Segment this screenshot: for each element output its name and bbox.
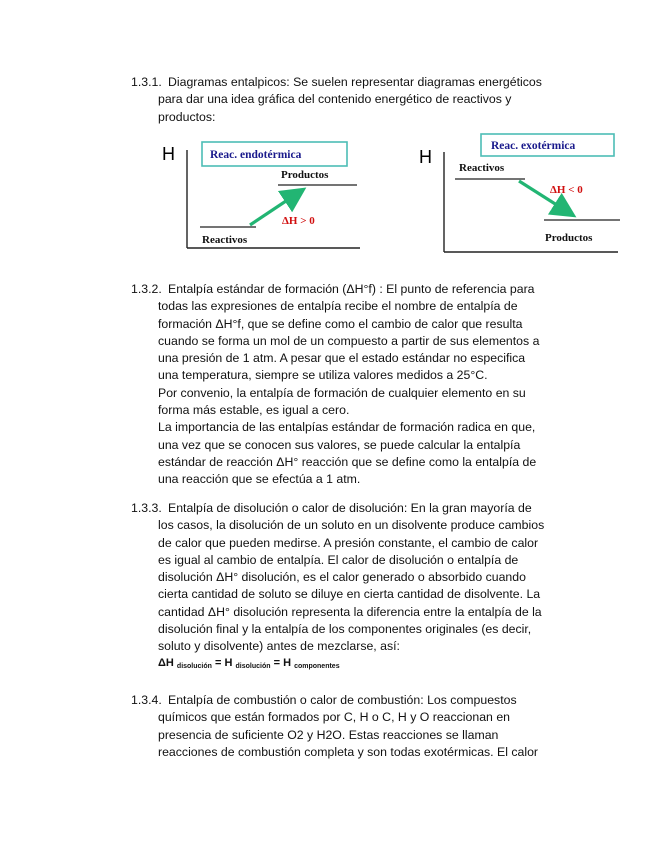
paragraph-line: forma más estable, es igual a cero.	[158, 403, 350, 418]
formula-term2-subscript: componentes	[294, 663, 340, 670]
formula-equals: =	[214, 657, 222, 669]
paragraph-line: químicos que están formados por C, H o C, H y O reaccionan en	[158, 710, 510, 725]
formula-term1-subscript: disolución	[235, 663, 271, 670]
products-label: Productos	[281, 169, 329, 181]
section-number: 1.3.4.	[131, 693, 162, 707]
paragraph-line: La importancia de las entalpías estándar de formación radica en que,	[158, 420, 536, 435]
formula-term1: H	[224, 657, 233, 669]
delta-h-label: ΔH < 0	[550, 184, 583, 196]
enthalpy-axis-label: H	[162, 144, 175, 164]
paragraph-line: Entalpía estándar de formación (ΔH°f) : El punto de referencia para	[168, 282, 535, 296]
paragraph-line: disolución final y la entalpía de los componentes originales (es decir,	[158, 622, 532, 637]
reaction-type-title: Reac. exotérmica	[491, 140, 576, 152]
endothermic-diagram-svg	[158, 136, 368, 256]
paragraph-line: disolución ΔH° disolución, es el calor generado o absorbido cuando	[158, 570, 526, 585]
paragraph-line: de calor que pueden medirse. A presión constante, el cambio de calor	[158, 535, 539, 550]
paragraph-line: una vez que se conocen sus valores, se puede calcular la entalpía	[158, 437, 521, 452]
exothermic-diagram	[415, 133, 625, 263]
paragraph-line: estándar de reacción ΔH° reacción que se define como la entalpía de	[158, 454, 537, 469]
paragraph-line: cuando se forma un mol de un compuesto a partir de sus elementos a	[158, 333, 540, 348]
paragraph-line: para dar una idea gráfica del contenido energético de reactivos y	[158, 92, 512, 107]
endothermic-diagram	[158, 136, 368, 261]
paragraph-line: Por convenio, la entalpía de formación de cualquier elemento en su	[158, 385, 526, 400]
paragraph-line: una presión de 1 atm. A pesar que el estado estándar no especifica	[158, 351, 526, 366]
formula-lhs-subscript: disolución	[176, 663, 212, 670]
delta-h-label: ΔH > 0	[282, 215, 315, 227]
section-1-3-1	[131, 74, 571, 126]
paragraph-line: cierta cantidad de soluto se diluye en cierta cantidad de disolvente. La	[158, 587, 541, 602]
formula-term2: H	[283, 657, 292, 669]
section-number: 1.3.1.	[131, 75, 162, 89]
paragraph-line: productos:	[158, 109, 216, 124]
paragraph-line: una temperatura, siempre se utiliza valores medidos a 25°C.	[158, 368, 488, 383]
section-heading-line	[131, 692, 571, 709]
reactants-label: Reactivos	[459, 162, 505, 174]
paragraph-line: soluto y disolvente) antes de mezclarse, así:	[158, 639, 400, 654]
paragraph-line: los casos, la disolución de un soluto en un disolvente produce cambios	[158, 518, 545, 533]
paragraph-line: es igual al cambio de entalpía. El calor de disolución o entalpía de	[158, 552, 519, 567]
dissolution-enthalpy-formula	[158, 657, 340, 670]
section-number: 1.3.3.	[131, 501, 162, 515]
section-1-3-3	[131, 500, 571, 656]
formula-operator: =	[273, 657, 280, 669]
paragraph-line: Diagramas entalpicos: Se suelen representar diagramas energéticos	[168, 75, 542, 89]
section-heading-line	[131, 281, 571, 298]
reaction-type-title: Reac. endotérmica	[210, 149, 302, 161]
paragraph-line: todas las expresiones de entalpía recibe el nombre de entalpía de	[158, 299, 518, 314]
exothermic-diagram-svg	[415, 133, 625, 258]
paragraph-line: una reacción que se efectúa a 1 atm.	[158, 472, 361, 487]
section-heading-line	[131, 500, 571, 517]
section-1-3-2	[131, 281, 571, 489]
section-1-3-4	[131, 692, 571, 761]
paragraph-line: Entalpía de combustión o calor de combustión: Los compuestos	[168, 693, 517, 707]
reactants-label: Reactivos	[202, 234, 248, 246]
paragraph-line: reacciones de combustión completa y son todas exotérmicas. El calor	[158, 744, 539, 759]
paragraph-line: cantidad ΔH° disolución representa la diferencia entre la entalpía de la	[158, 604, 542, 619]
section-number: 1.3.2.	[131, 282, 162, 296]
paragraph-line: Entalpía de disolución o calor de disolución: En la gran mayoría de	[168, 501, 532, 515]
formula-lhs: ΔH	[158, 657, 174, 669]
paragraph-line: presencia de suficiente O2 y H2O. Estas reacciones se llaman	[158, 727, 499, 742]
products-label: Productos	[545, 232, 593, 244]
enthalpy-axis-label: H	[419, 147, 432, 167]
paragraph-line: formación ΔH°f, que se define como el cambio de calor que resulta	[158, 316, 523, 331]
section-heading-line	[131, 74, 571, 91]
